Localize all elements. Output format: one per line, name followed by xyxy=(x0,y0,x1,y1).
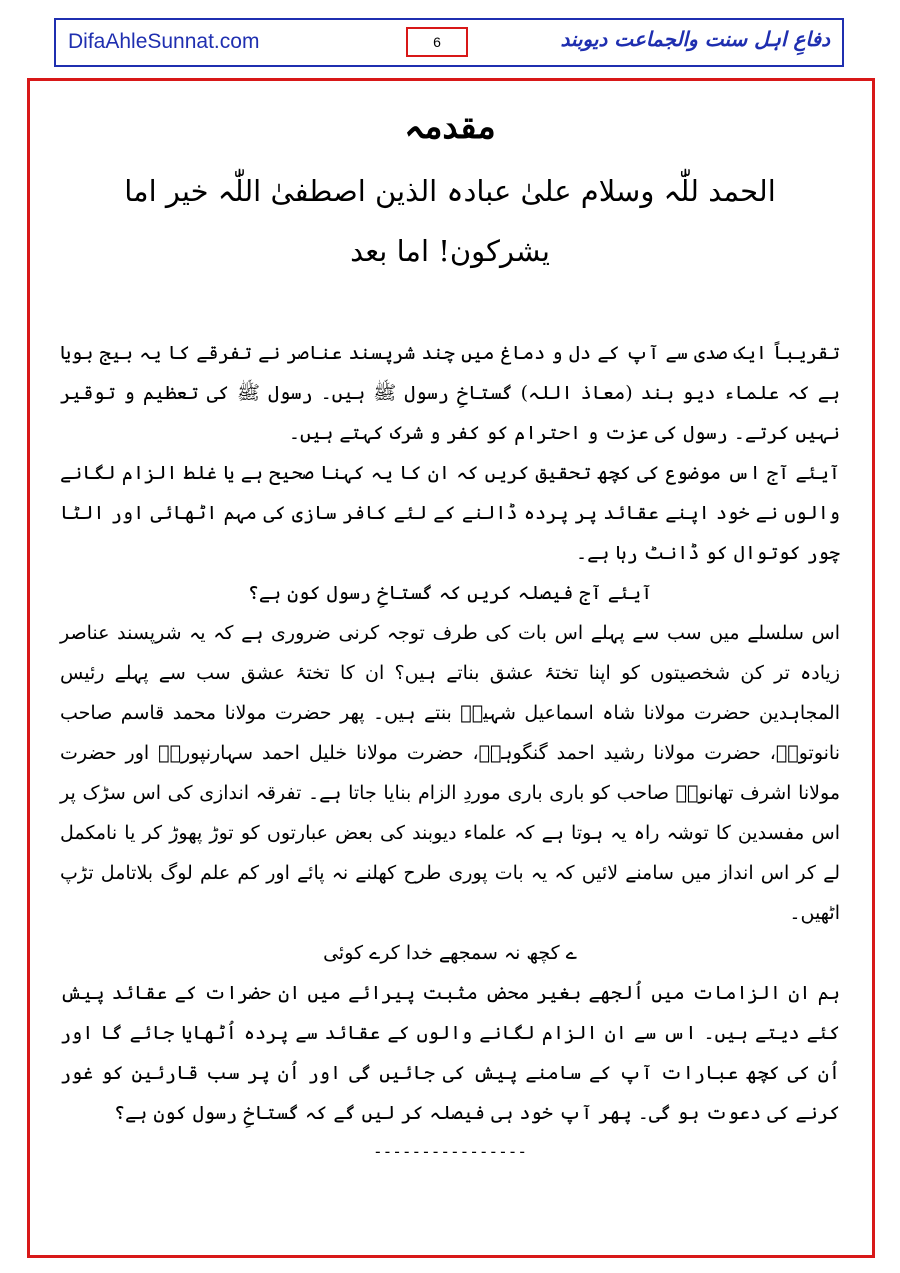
paragraph-question: آیئے آج فیصلہ کریں کہ گستاخِ رسول کون ہے؟ xyxy=(247,582,653,604)
page-header xyxy=(54,18,844,67)
paragraph: ہم ان الزامات میں اُلجھے بغیر محض مثبت پیرائے میں ان حضرات کے عقائد پیش کئے دیتے ہیں۔ اس سے ان الزام لگانے والوں کے عقائد سے پردہ اُٹھایا جائے گا اور اُن کی کچھ عبارات آپ کے سامنے پیش کی جائیں گی اور اُن پر سب قارئین کو غور کرنے کی دعوت ہو گی۔ پھر آپ خود ہی فیصلہ کر لیں گے کہ گستاخِ رسول کون ہے؟ xyxy=(60,982,840,1124)
page-heading: مقدمہ xyxy=(404,107,496,147)
poetry-line: ے کچھ نہ سمجھے خدا کرے کوئی xyxy=(323,942,577,964)
page-content xyxy=(60,100,840,1167)
page-number-box: 6 xyxy=(406,27,468,57)
invocation-line: یشرکون! اما بعد xyxy=(350,234,550,268)
paragraph: اس سلسلے میں سب سے پہلے اس بات کی طرف توجہ کرنی ضروری ہے کہ یہ شرپسند عناصر زیادہ تر کن شخصیتوں کو اپنا تختۂ عشق بناتے ہیں؟ ان کا تختۂ عشق سب سے پہلے رئیس المجاہدین حضرت مولانا شاہ اسماعیل شہیدؒ بنتے ہیں۔ پھر حضرت مولانا محمد قاسم صاحب نانوتویؒ، حضرت مولانا رشید احمد گنگوہیؒ، حضرت مولانا خلیل احمد سہارنپوریؒ اور حضرت مولانا اشرف تھانویؒ صاحب کو باری باری موردِ الزام بنایا جاتا ہے۔ تفرقہ اندازی کی اس سڑک پر اس مفسدین کا توشہ راہ یہ ہوتا ہے کہ علماء دیوبند کی بعض عبارتوں کو توڑ پھوڑ کر یا نامکمل لے کر اس انداز میں سامنے لائیں کہ یہ بات پوری طرح کھلنے نہ پائے اور کم علم لوگ بلاتامل تڑپ اٹھیں۔ xyxy=(60,622,840,924)
paragraph: تقریباً ایک صدی سے آپ کے دل و دماغ میں چند شرپسند عناصر نے تفرقے کا یہ بیج بویا ہے کہ علماء دیو بند (معاذ اللہ) گستاخِ رسول ﷺ ہیں۔ رسول ﷺ کی تعظیم و توقیر نہیں کرتے۔ رسول کی عزت و احترام کو کفر و شرک کہتے ہیں۔ xyxy=(60,342,840,444)
invocation-line: الحمد للّٰہ وسلام علیٰ عبادہ الذین اصطفیٰ اللّٰہ خیر اما xyxy=(124,174,776,208)
book-title: دفاعِ اہل سنت والجماعت دیوبند xyxy=(560,27,830,51)
section-divider: ---------------- xyxy=(372,1142,528,1161)
opening-invocation xyxy=(60,161,840,281)
paragraph: آیئے آج اس موضوع کی کچھ تحقیق کریں کہ ان کا یہ کہنا صحیح ہے یا غلط الزام لگانے والوں نے خود اپنے عقائد پر پردہ ڈالنے کے لئے کافر سازی کی مہم اٹھائی اور الٹا چور کوتوال کو ڈانٹ رہا ہے۔ xyxy=(60,462,840,564)
website-link[interactable]: DifaAhleSunnat.com xyxy=(68,30,260,53)
